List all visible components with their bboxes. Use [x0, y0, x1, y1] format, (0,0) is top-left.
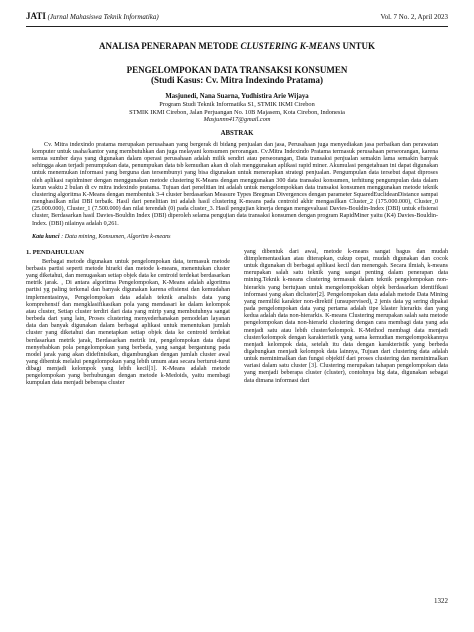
journal-volume: Vol. 7 No. 2, April 2023 — [380, 13, 448, 21]
paper-subtitle: (Studi Kasus: Cv. Mitra Indexindo Pratama) — [150, 75, 323, 85]
right-column-paragraph: yang dibentuk dari awal, metode k-means sangat bagus dan mudah diimplementasikan atau diterapkan, cukup cepat, mudah digunakan dan cocok untuk digunakan di berbagai aplikasi kecil dan menengah. Secara ilmiah, k-means merupakan salah satu teknik yang sangat penting dalam penerapan data mining.Teknik k-means clustering termasuk dalam teknik pengelompokan non-hierarkis yang bertujuan untuk mengelompokkan objek berdasarkan identifikasi informasi yang akan dicluster[2]. Pengelompokan data adalah metode Data Mining yang memiliki karakter non-direktif (unsupervised), 2 jenis data yg sering dipakai pada pengelompokan data yang pertama adalah tipe klaster hierarkis dan yang kedua adalah data non-hierarkis. K-means Clustering merupakan salah satu metode pengelompokan data non-hierarki clustering dengan cara membagi data yang ada menjadi satu atau lebih cluster/kelompok. K-Method membagi data menjadi cluster/kelompok dengan karakteristik yang sama kemudian mengelompokkannya menjadi kelompok data, setelah itu data dengan karakteristik yang berbeda digabungkan menjadi kelompok data lainnya, Tujuan dari clustering data adalah untuk meminimalkan dan fungsi objektif dari proses clustering dan meminimalkan variasi dalam satu cluster [3]. Clustering merupakan tahapan pengelompokan data yang menjadi beberapa cluster (cluster), contohnya big data, digunakan sebagai data dimana informasi dari — [244, 248, 448, 384]
paper-title-line-1 — [26, 41, 448, 51]
keywords-label: Kata kunci — [32, 233, 60, 240]
left-column — [26, 249, 230, 388]
header-rule — [26, 26, 448, 27]
journal-short-name: JATI — [26, 11, 46, 21]
author-email: Masjunnn417@gmail.com — [203, 116, 271, 124]
section-heading: 1. PENDAHULUAN — [26, 248, 84, 256]
right-column — [244, 249, 448, 388]
paper-title-line-2: PENGELOMPOKAN DATA TRANSAKSI KONSUMEN — [126, 65, 348, 75]
paper-title-text: ANALISA PENERAPAN METODE CLUSTERING K-MEANS UNTUK — [99, 41, 375, 51]
left-column-paragraph: Berbagai metode digunakan untuk pengelompokan data, termasuk metode berbasis partisi seperti metode hirarki dan metode k-means, menentukan cluster yang diketahui, dan menugaskan setiap objek data ke centroid terdekat berdasarkan metrik jarak. , Di antara algoritma Pengelompokan, K-Means adalah algoritma partisi yg paling terkenal dan banyak digunakan karena efisiensi dan kemudahan implementasinya, Pengelompokan data adalah teknik analisis data yang komprehensif dan mengklasifikasikan pola yang mendasari ke dalam kelompok atau cluster, Setiap cluster terdiri dari data yang mirip yang membutuhnya sangat berbeda dari yang lain, Proses clustering menyederhanakan pemodelan layanan data dan banyak digunakan dalam berbagai aplikasi untuk menentukan jumlah cluster yang diketahui dan menetapkan setiap objek data ke centroid terdekat berdasarkan metrik jarak, Berdasarkan metrik ini, pengelompokan data dapat menyebabkan pola pengelompokan yang berbeda, yang sangat bergantung pada model jarak yang akan didefinisikan, digambungkan dengan jumlah cluster awal yang dibentuk melalui pengelompokan yang lebih umum atau secara berturut-turut dibagi menjadi kelompok yang lebih kecil[1]. K-Means adalah metode pengelompokan yang berhubungan dengan metode k-Medoids, yaitu membagi kumpulan data menjadi beberapa cluster — [26, 258, 230, 387]
keywords-text: : Data mining, Konsumen, Algoritm k-means — [61, 233, 171, 240]
page-number: 1322 — [434, 597, 448, 605]
abstract-text: Cv. Mitra indexindo pratama merupakan perusahaan yang bergerak di bidang penjualan dan jasa, Perusahaan juga menyediakan jasa perbaikan dan perawatan komputer untuk usaha/kantor yang membutuhkan dan juga melayani konsumen perorangan. Cv.Mitra Indexindo Pratama termasuk perusahaan perseorangan, karena semua sumber daya yang digunakan dalam operasi perusahaan adalah milik sendiri atau perseorangan, Data transaksi penjualan semakin lama semakin banyak sehingga akan terjadi penumpukan data, penumpukan data tsb kemudian akan di olah menggunakan aplikasi rapid miner. Akumulasi pengetahuan ini dapat digunakan untuk menemukan informasi yang berguna dan tersembunyi yang bisa digunakan untuk menerapkan strategi penjualan. Pengumpulan data tersebut dapat diproses oleh aplikasi rapidminer dengan menggunakan metode clustering K-Means dengan menggunakan 300 data transaksi konsumen, terhitung pengumpulan data dalam kurun waktu 2 bulan di cv mitra indexindo pratama. Tujuan dari penelitian ini adalah untuk mengelompokkan data transaksi konsumen menggunakan metode teknik clustering algoritma K-Means dengan membentuk 3-4 cluster berdasarkan Measure Types Bregman Divergences dengan parameter SquaredEuclideanDistance sampai menghasilkan nilai DBI terbaik. Hasil dari penelitian ini adalah hasil clustering K-means pada centroid akhir mengasilkan Cluster_2 (175.000.000), Cluster_0 (25.000.000), Cluster_1 (7.500.000) dan nilai terendah (0) pada cluster_3. Hasil pengujian kinerja dengan mengevaluasi Davies-Bouldin-Index (DBI) untuk efisiensi cluster, Berdasarkan hasil Davies-Bouldin Index (DBI) diperoleh selama pengujian data transaksi konsumen dengan program RapidMiner yaitu (K4) Davies-Bouldin-Index. (DBI) nilainya adalah 0,261. — [32, 141, 438, 227]
journal-name — [26, 12, 159, 22]
abstract-heading: ABSTRAK — [220, 129, 254, 137]
author-list: Masjunedi, Nana Suarna, Yudhistira Arie Wijaya — [165, 93, 309, 100]
title-italic-term: CLUSTERING K-MEANS — [240, 41, 341, 51]
body-columns — [26, 249, 448, 388]
keywords — [26, 234, 448, 241]
affiliation-program: Program Studi Teknik Informatika S1, STMIK IKMI Cirebon — [159, 101, 315, 108]
journal-full-name: (Jurnal Mahasiswa Teknik Informatika) — [47, 13, 159, 21]
journal-header — [26, 12, 448, 22]
affiliation-address: STMIK IKMI Cirebon, Jalan Perjuangan No. 10B Majasem, Kota Cirebon, Indonesia — [129, 108, 345, 116]
